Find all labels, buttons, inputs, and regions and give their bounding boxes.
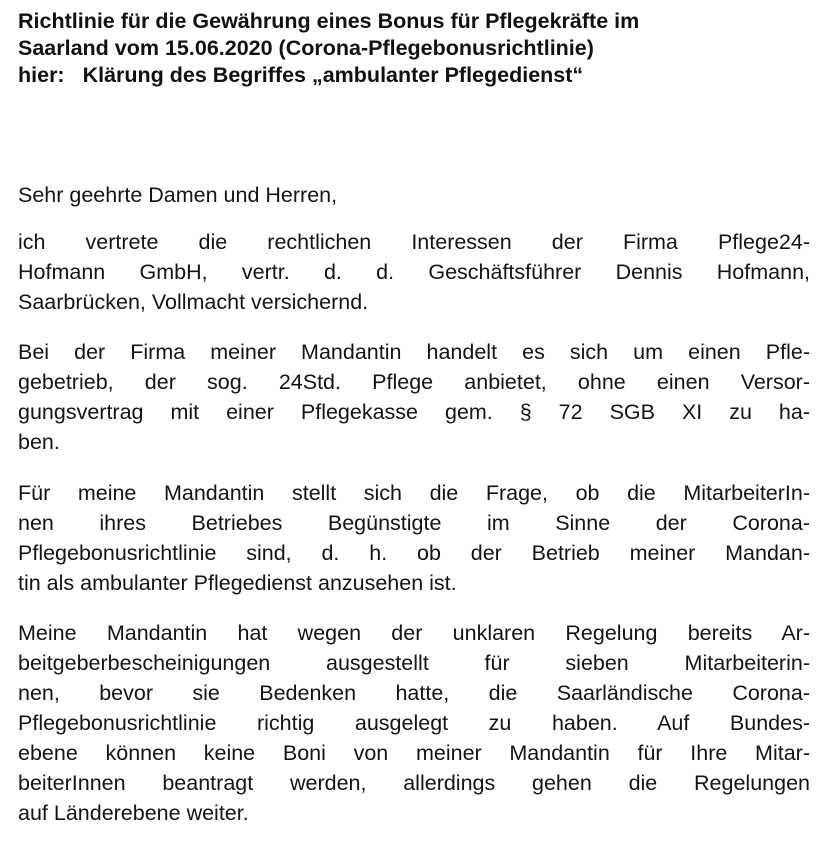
- subject-line-3-prefix: hier:: [18, 63, 65, 87]
- paragraph-representation: [18, 227, 810, 317]
- paragraph-line: auf Länderebene weiter.: [18, 801, 249, 825]
- paragraph-line: nen, bevor sie Bedenken hatte, die Saarländische Corona-: [18, 681, 810, 705]
- paragraph-line: beitgeberbescheinigungen ausgestellt für sieben Mitarbeiterin-: [18, 651, 810, 675]
- paragraph-line: tin als ambulanter Pflegedienst anzusehen ist.: [18, 571, 457, 595]
- paragraph-line: nen ihres Betriebes Begünstigte im Sinne der Corona-: [18, 511, 810, 535]
- salutation: [18, 180, 810, 210]
- paragraph-line: Hofmann GmbH, vertr. d. d. Geschäftsführer Dennis Hofmann,: [18, 260, 810, 284]
- subject-line-3-text: Klärung des Begriffes „ambulanter Pflegedienst“: [82, 63, 584, 87]
- paragraph-line: Pflegebonusrichtlinie richtig ausgelegt zu haben. Auf Bundes-: [18, 711, 810, 735]
- paragraph-business-description: [18, 337, 810, 457]
- paragraph-line: ebene können keine Boni von meiner Mandantin für Ihre Mitar-: [18, 741, 810, 765]
- paragraph-line: Bei der Firma meiner Mandantin handelt es sich um einen Pfle-: [18, 340, 810, 364]
- paragraph-line: ich vertrete die rechtlichen Interessen der Firma Pflege24-: [18, 230, 810, 254]
- paragraph-question: [18, 478, 810, 598]
- subject-heading: [18, 8, 639, 89]
- paragraph-line: gungsvertrag mit einer Pflegekasse gem. § 72 SGB XI zu ha-: [18, 400, 810, 424]
- paragraph-line: beiterInnen beantragt werden, allerdings gehen die Regelungen: [18, 771, 810, 795]
- subject-line-3: [18, 62, 639, 89]
- salutation-text: Sehr geehrte Damen und Herren,: [18, 183, 338, 207]
- paragraph-employer-certificates: [18, 618, 810, 828]
- paragraph-line: Meine Mandantin hat wegen der unklaren Regelung bereits Ar-: [18, 621, 810, 645]
- subject-line-1: Richtlinie für die Gewährung eines Bonus für Pflegekräfte im: [18, 9, 640, 33]
- paragraph-line: Für meine Mandantin stellt sich die Frage, ob die MitarbeiterIn-: [18, 481, 810, 505]
- subject-line-2: Saarland vom 15.06.2020 (Corona-Pflegebonusrichtlinie): [18, 36, 594, 60]
- paragraph-line: gebetrieb, der sog. 24Std. Pflege anbietet, ohne einen Versor-: [18, 370, 810, 394]
- paragraph-line: ben.: [18, 430, 60, 454]
- paragraph-line: Saarbrücken, Vollmacht versichernd.: [18, 290, 369, 314]
- paragraph-line: Pflegebonusrichtlinie sind, d. h. ob der Betrieb meiner Mandan-: [18, 541, 810, 565]
